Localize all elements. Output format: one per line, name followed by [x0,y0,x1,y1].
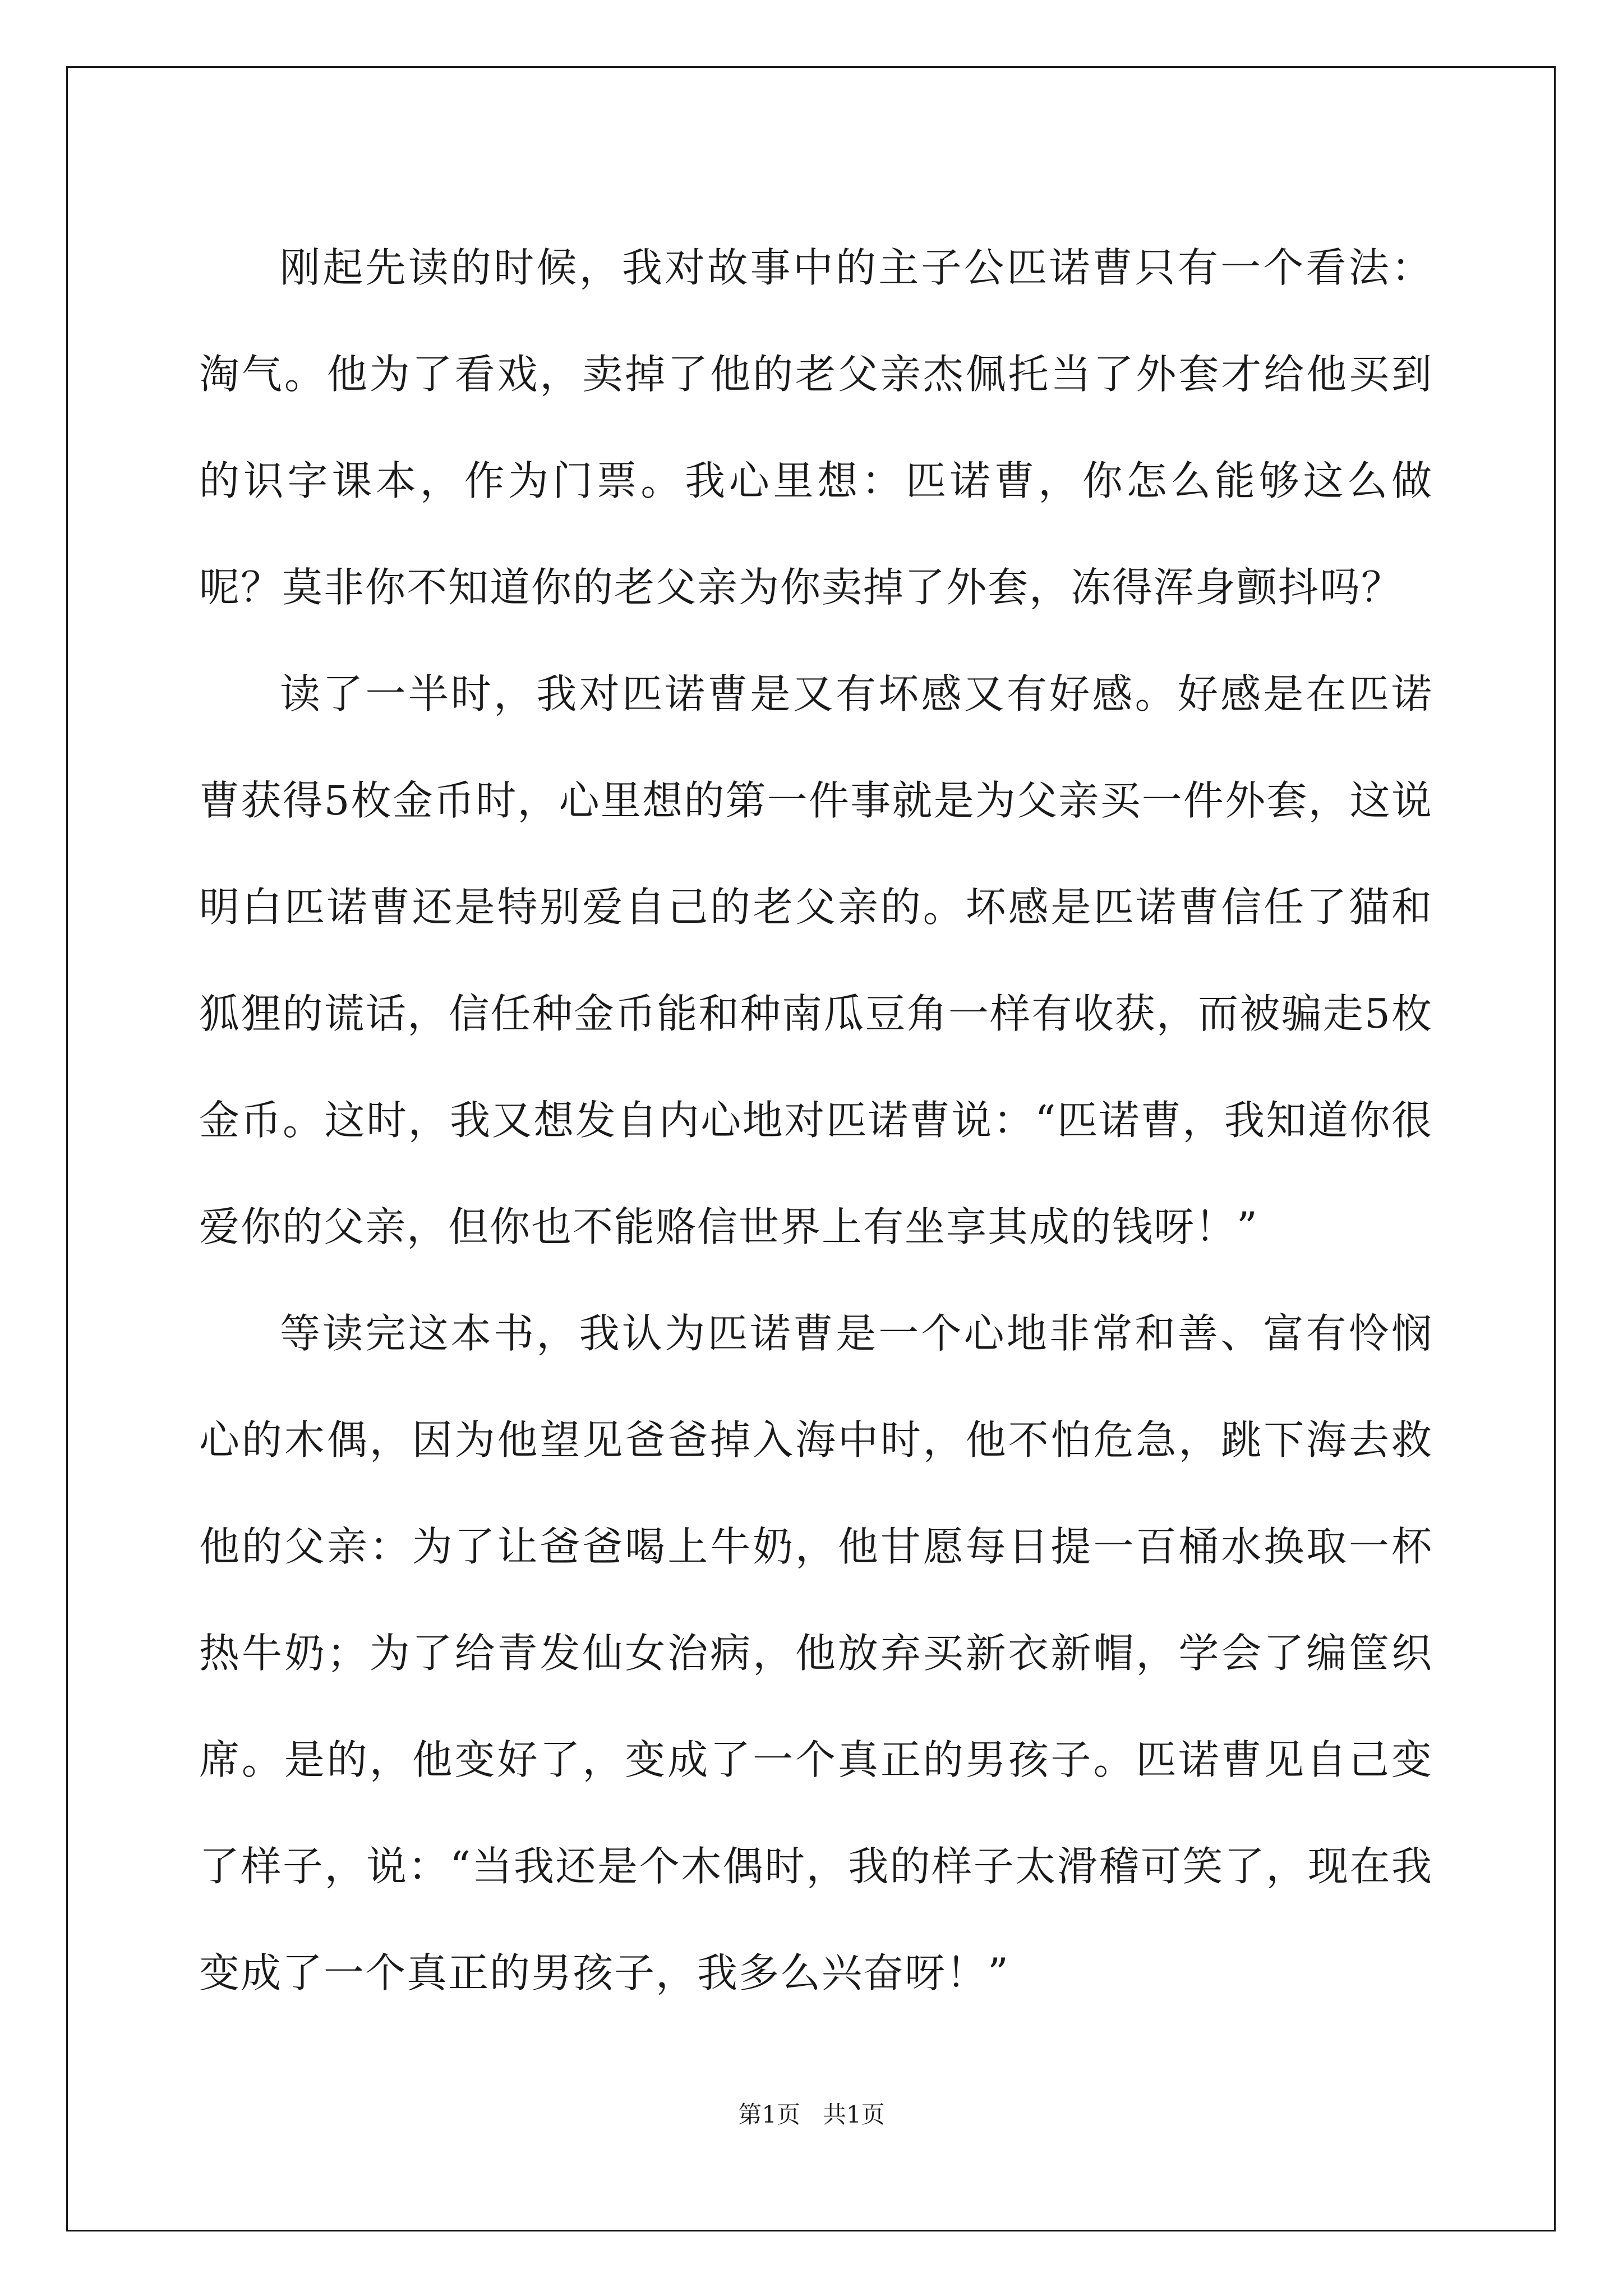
document-body [199,214,1433,2026]
paragraph-1: 刚起先读的时候，我对故事中的主子公匹诺曹只有一个看法：淘气。他为了看戏，卖掉了他的老父亲杰佩托当了外套才给他买到的识字课本，作为门票。我心里想：匹诺曹，你怎么能够这么做呢？莫非你不知道你的老父亲为你卖掉了外套，冻得浑身颤抖吗？ [199,244,1433,611]
page-number-footer: 第1页 共1页 [738,2101,885,2128]
paragraph-3: 等读完这本书，我认为匹诺曹是一个心地非常和善、富有怜悯心的木偶，因为他望见爸爸掉入海中时，他不怕危急，跳下海去救他的父亲：为了让爸爸喝上牛奶，他甘愿每日提一百桶水换取一杯热牛奶；为了给青发仙女治病，他放弃买新衣新帽，学会了编筐织席。是的，他变好了，变成了一个真正的男孩子。匹诺曹见自己变了样子，说：“当我还是个木偶时，我的样子太滑稽可笑了，现在我变成了一个真正的男孩子，我多么兴奋呀！” [199,1310,1433,1996]
paragraph-2: 读了一半时，我对匹诺曹是又有坏感又有好感。好感是在匹诺曹获得5枚金币时，心里想的第一件事就是为父亲买一件外套，这说明白匹诺曹还是特别爱自己的老父亲的。坏感是匹诺曹信任了猫和狐狸的谎话，信任种金币能和种南瓜豆角一样有收获，而被骗走5枚金币。这时，我又想发自内心地对匹诺曹说：“匹诺曹，我知道你很爱你的父亲，但你也不能赂信世界上有坐享其成的钱呀！” [199,670,1433,1250]
